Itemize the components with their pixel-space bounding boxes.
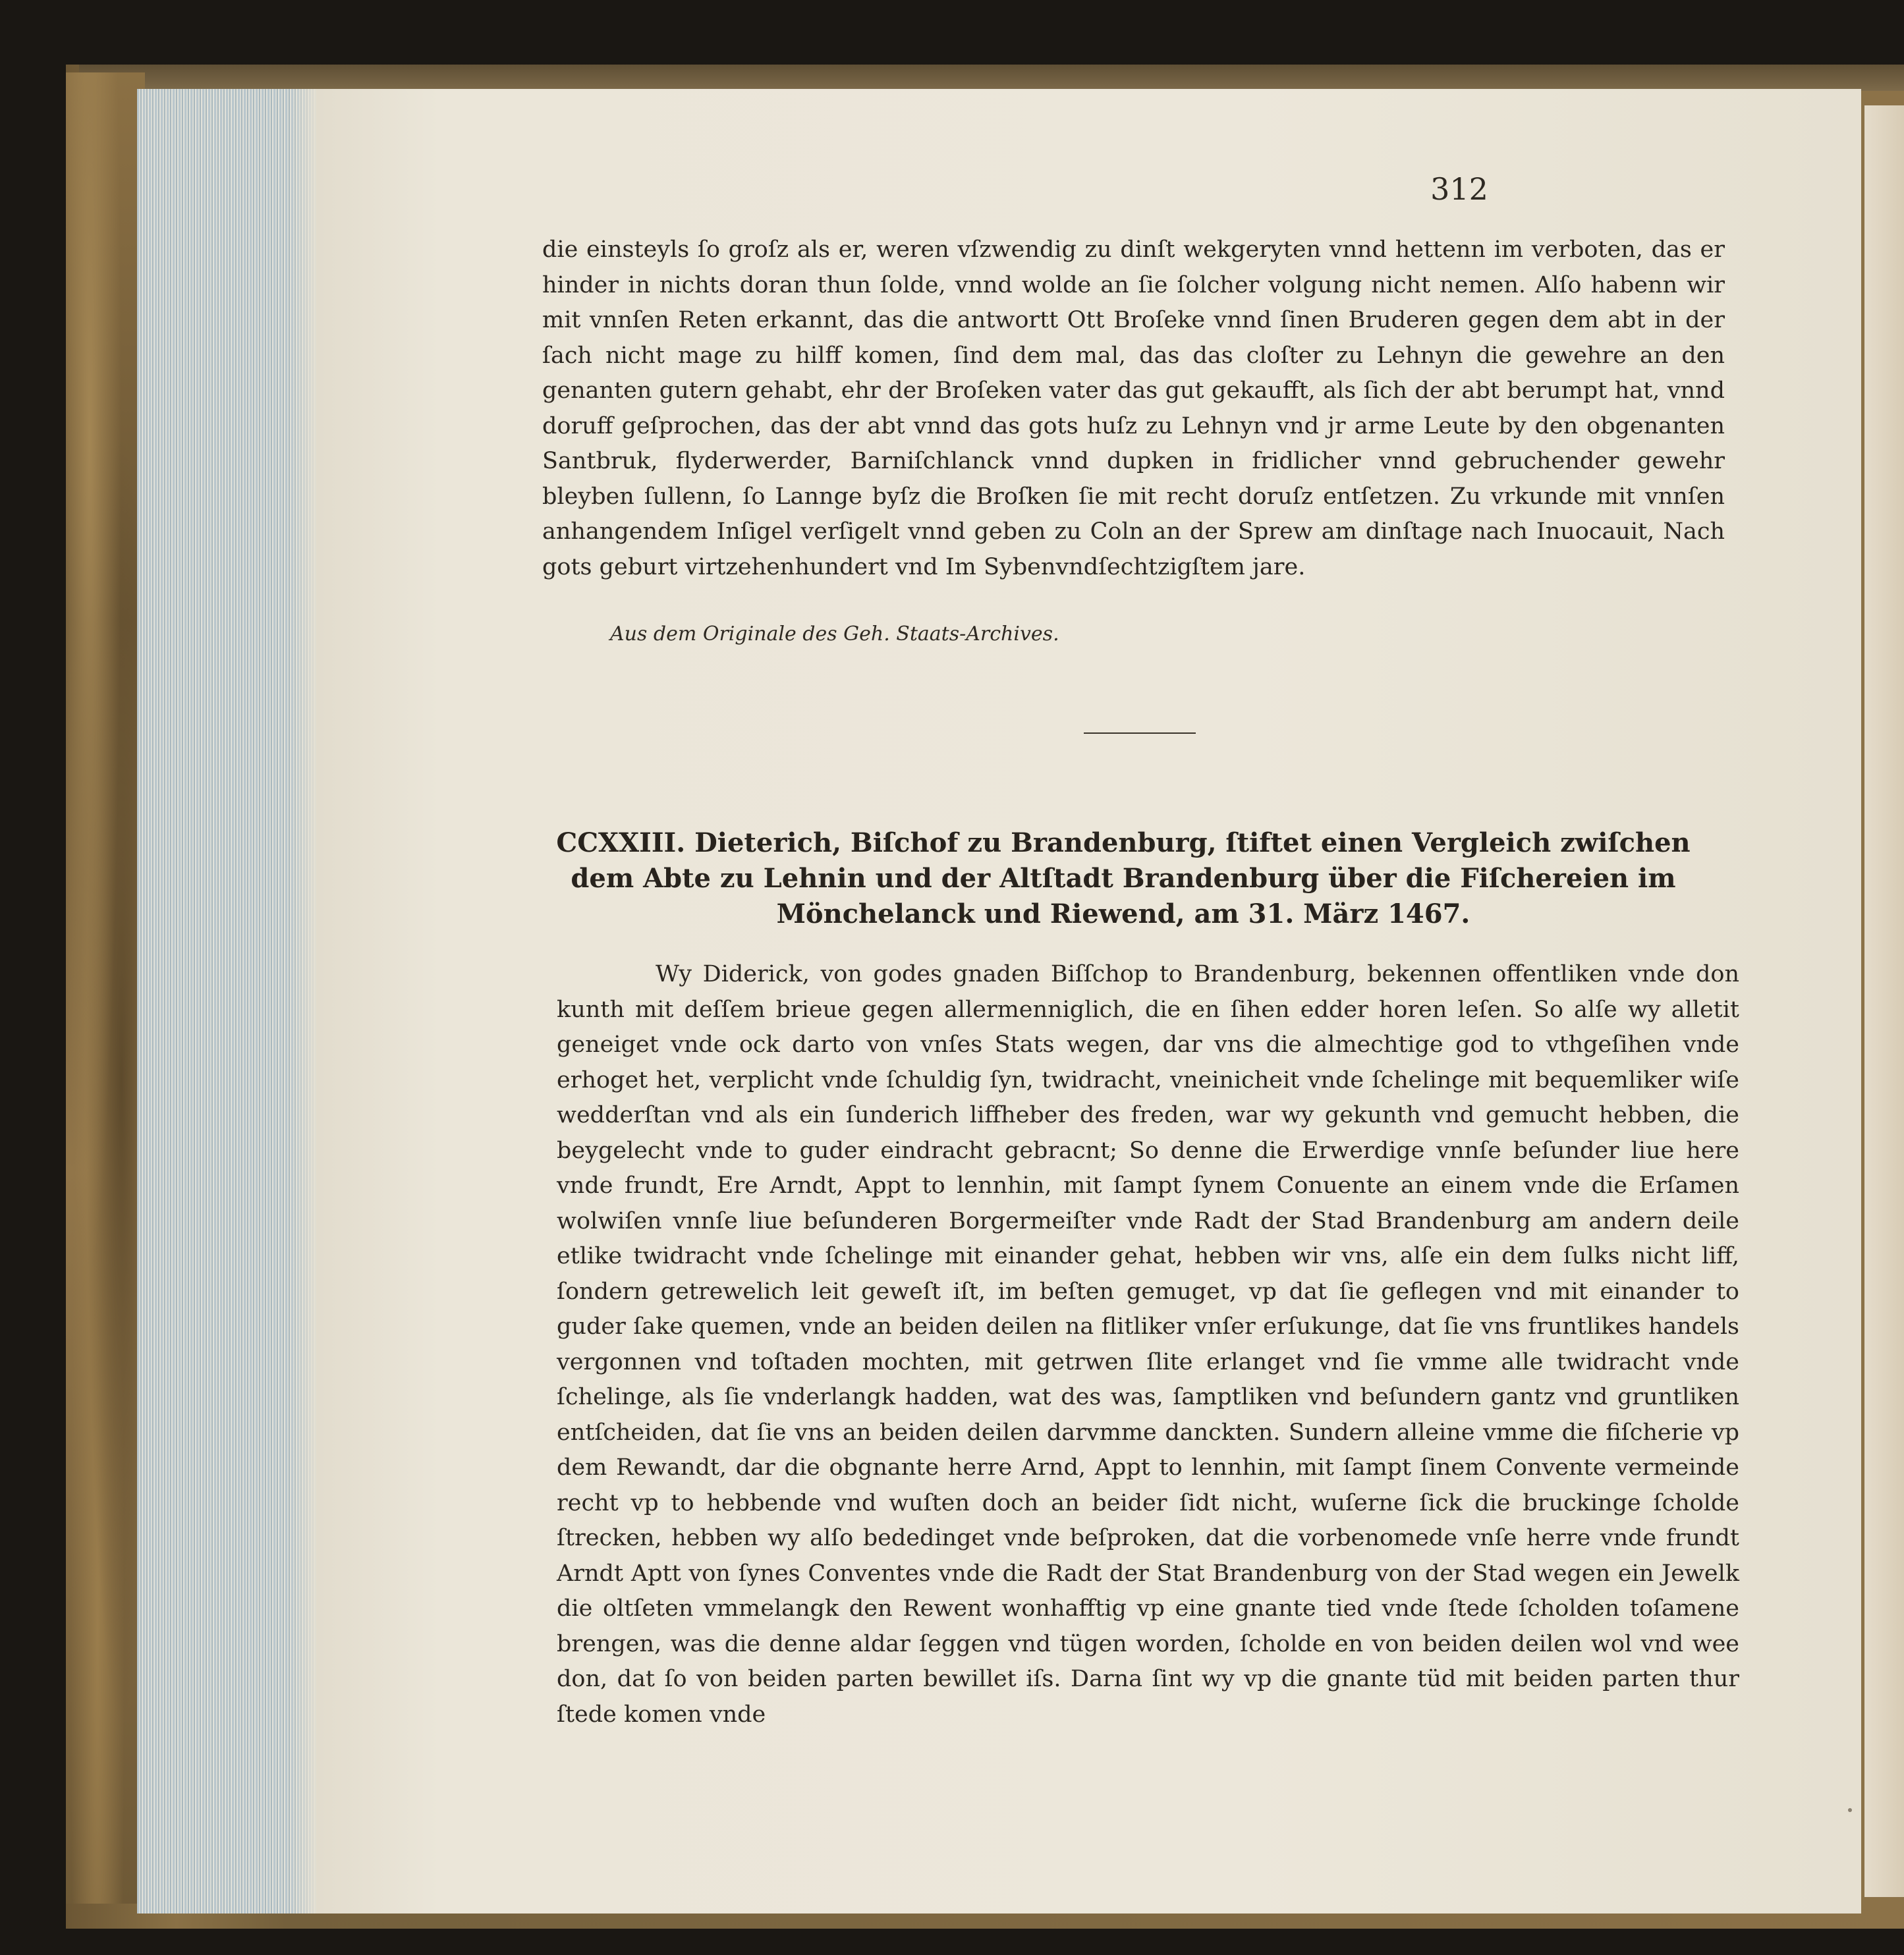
page-number: 312 (1430, 171, 1488, 207)
paragraph-text: die einsteyls ſo groſz als er, weren vſzwendig zu dinſt wekgeryten vnnd hettenn im verboten, das er hinder in nichts doran thun ſolde, vnnd wolde an ſie ſolcher volgung nicht nemen. Alſo habenn wir mit vnnſen Reten erkannt, das die antwortt Ott Broſeke vnnd ſinen Bruderen gegen dem abt in der ſach nicht mage zu hilff komen, ſind dem mal, das das cloſter zu Lehnyn die gewehre an den genanten gutern gehabt, ehr der Broſeken vater das gut gekaufft, als ſich der abt berumpt hat, vnnd doruff geſprochen, das der abt vnnd das gots huſz zu Lehnyn vnd jr arme Leute by den obgenanten Santbruk, flyderwerder, Barniſchlanck vnnd dupken in fridlicher vnnd gebruchender gewehr bleyben ſullenn, ſo Lannge byſz die Broſken ſie mit recht doruſz entſetzen. Zu vrkunde mit vnnſen anhangendem Inſigel verſigelt vnnd geben zu Coln an der Sprew am dinſtage nach Inuocauit, Nach gots geburt virtzehenhundert vnd Im Sybenvndſechtzigſtem jare. (542, 236, 1725, 580)
book-page (316, 89, 1861, 1914)
document-paragraph-continued (542, 233, 1725, 585)
document-paragraph (557, 957, 1739, 1732)
section-divider (1084, 732, 1196, 734)
source-note: Aus dem Originale des Geh. Staats-Archives. (610, 622, 1059, 646)
marbled-board (66, 72, 145, 1904)
facing-page-edge (1864, 105, 1904, 1897)
document-heading: CCXXIII. Dieterich, Biſchof zu Brandenburg, ſtiftet einen Vergleich zwiſchen dem Abte zu Lehnin und der Altſtadt Brandenburg über die Fiſchereien im Mönchelanck und Riewend, am 31. März 1467. (556, 827, 1691, 929)
paragraph-text: Wy Diderick, von godes gnaden Biſſchop to Brandenburg, bekennen offentliken vnde don kunth mit deſſem brieue gegen allermenniglich, die en ſihen edder horen leſen. So alſe wy alletit geneiget vnde ock darto von vnſes Stats wegen, dar vns die almechtige god to vthgeſihen vnde erhoget het, verplicht vnde ſchuldig ſyn, twidracht, vneinicheit vnde ſchelinge mit bequemliker wiſe wedderſtan vnd als ein ſunderich liffheber des freden, war wy gekunth vnd gemucht hebben, die beygelecht vnde to guder eindracht gebracnt; So denne die Erwerdige vnnſe beſunder liue here vnde frundt, Ere Arndt, Appt to lennhin, mit ſampt ſynem Conuente an einem vnde die Erſamen wolwiſen vnnſe liue beſunderen Borgermeiſter vnde Radt der Stad Brandenburg am andern deile etlike twidracht vnde ſchelinge mit einander gehat, hebben wir vns, alſe ein dem ſulks nicht liff, ſondern getrewelich leit geweſt iſt, im beſten gemuget, vp dat ſie geflegen vnd mit einander to guder ſake quemen, vnde an beiden deilen na flitliker vnſer erſukunge, dat ſie vns fruntlikes handels vergonnen vnd toſtaden mochten, mit getrwen ſlite erlanget vnd ſie vmme alle twidracht vnde ſchelinge, als ſie vnderlangk hadden, wat des was, ſamptliken vnd beſundern gantz vnd gruntliken entſcheiden, dat ſie vns an beiden deilen darvmme danckten. Sundern alleine vmme die fiſcherie vp dem Rewandt, dar die obgnante herre Arnd, Appt to lennhin, mit ſampt ſinem Convente vermeinde recht vp to hebbende vnd wuſten doch an beider ſidt nicht, wuſerne ſick die bruckinge ſcholde ſtrecken, hebben wy alſo bededinget vnde beſproken, dat die vorbenomede vnſe herre vnde frundt Arndt Aptt von ſynes Conventes vnde die Radt der Stat Brandenburg von der Stad wegen ein Jewelk die oltſeten vmmelangk den Rewent wonhafftig vp eine gnante tied vnde ſtede ſcholden toſamene brengen, was die denne aldar ſeggen vnd tügen worden, ſcholde en von beiden deilen wol vnd wee don, dat ſo von beiden parten bewillet iſs. Darna ſint wy vp die gnante tüd mit beiden parten thur ſtede komen vnde (557, 961, 1739, 1728)
page-gutter-shadow (290, 89, 320, 1914)
paper-speck (1848, 1808, 1852, 1812)
book-cover-top-edge (79, 65, 1904, 91)
